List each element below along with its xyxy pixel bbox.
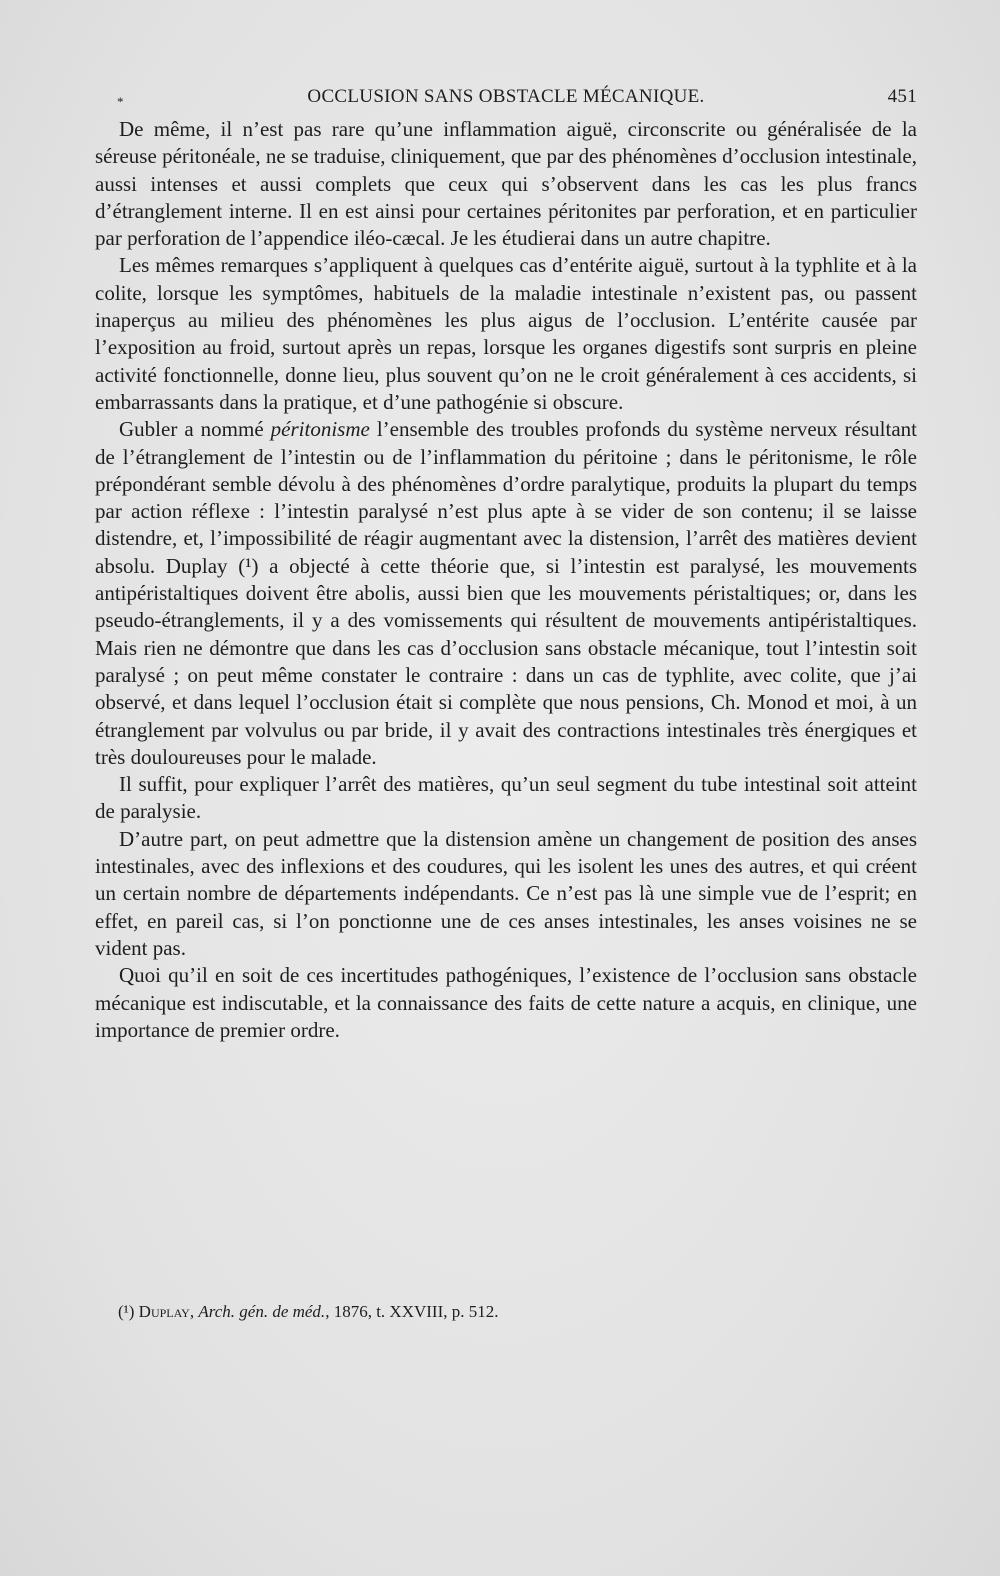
body-text [95,116,917,1044]
paragraph-6: Quoi qu’il en soit de ces incertitudes pathogéniques, l’existence de l’occlusion sans obstacle mécanique est indiscutable, et la connaissance des faits de cette nature a acquis, en clinique, une importance de premier ordre. [95,963,917,1042]
running-title: OCCLUSION SANS OBSTACLE MÉCANIQUE. [307,86,705,107]
ink-mark: * [117,94,124,109]
footnote-journal: Arch. gén. de méd. [198,1302,326,1321]
paragraph-3-rest: l’ensemble des troubles profonds du système nerveux résultant de l’étranglement de l’intestin ou de l’inflammation du péritoine ; dans le péritonisme, le rôle prépondérant semble dévolu à des phénomènes d’ordre paralytique, produits la plupart du temps par action réflexe : l’intestin paralysé n’est plus apte à se vider de son contenu; il se laisse distendre, et, l’impossibilité de réagir augmentant avec la distension, l’arrêt des matières devient absolu. Duplay (¹) a objecté à cette théorie que, si l’intestin est paralysé, les mouvements antipéristaltiques doivent être abolis, aussi bien que les mouvements péristaltiques; or, dans les pseudo-étranglements, il y a des vomissements qui résultent de mouvements antipéristaltiques. Mais rien ne démontre que dans les cas d’occlusion sans obstacle mécanique, tout l’intestin soit paralysé ; on peut même constater le contraire : dans un cas de typhlite, avec colite, que j’ai observé, et dans lequel l’occlusion était si complète que nous pensions, Ch. Monod et moi, à un étranglement par volvulus ou par bride, il y avait des contractions intestinales très énergiques et très douloureuses pour le malade. [95,417,917,769]
footnote: (¹) Duplay, Arch. gén. de méd., 1876, t. XXVIII, p. 512. [118,1302,499,1321]
paragraph-5: D’autre part, on peut admettre que la distension amène un changement de position des anses intestinales, avec des inflexions et des coudures, qui les isolent les unes des autres, et qui créent un certain nombre de départements indépendants. Ce n’est pas là une simple vue de l’esprit; en effet, en pareil cas, si l’on ponctionne une de ces anses intestinales, les anses voisines ne se vident pas. [95,826,917,960]
footnote-reference: , 1876, t. XXVIII, p. 512. [325,1302,499,1321]
footnote-marker: (¹) [118,1302,139,1321]
paragraph-1: De même, il n’est pas rare qu’une inflammation aiguë, circonscrite ou généralisée de la séreuse péritonéale, ne se traduise, cliniquement, que par des phénomènes d’occlusion intestinale, aussi intenses et aussi complets que ceux qui s’observent dans les cas les plus francs d’étranglement interne. Il en est ainsi pour certaines péritonites par perforation, et en particulier par perforation de l’appendice iléo-cæcal. Je les étudierai dans un autre chapitre. [95,117,917,251]
page-number: 451 [887,86,917,107]
paragraph-2: Les mêmes remarques s’appliquent à quelques cas d’entérite aiguë, surtout à la typhlite et à la colite, lorsque les symptômes, habituels de la maladie intestinale n’existent pas, ou passent inaperçus au milieu des phénomènes les plus aigus de l’occlusion. L’entérite causée par l’exposition au froid, surtout après un repas, lorsque les organes digestifs sont surpris en pleine activité fonctionnelle, donne lieu, plus souvent qu’on ne le croit généralement à ces accidents, si embarrassants dans la pratique, et d’une pathogénie si obscure. [95,253,917,414]
paragraph-3 [95,416,917,771]
running-header [95,86,917,116]
paragraph-3-start: Gubler a nommé [119,417,271,442]
paragraph-4: Il suffit, pour expliquer l’arrêt des matières, qu’un seul segment du tube intestinal soit atteint de paralysie. [95,772,917,824]
footnote-author: Duplay [138,1302,190,1321]
term-peritonisme: péritonisme [270,417,370,442]
